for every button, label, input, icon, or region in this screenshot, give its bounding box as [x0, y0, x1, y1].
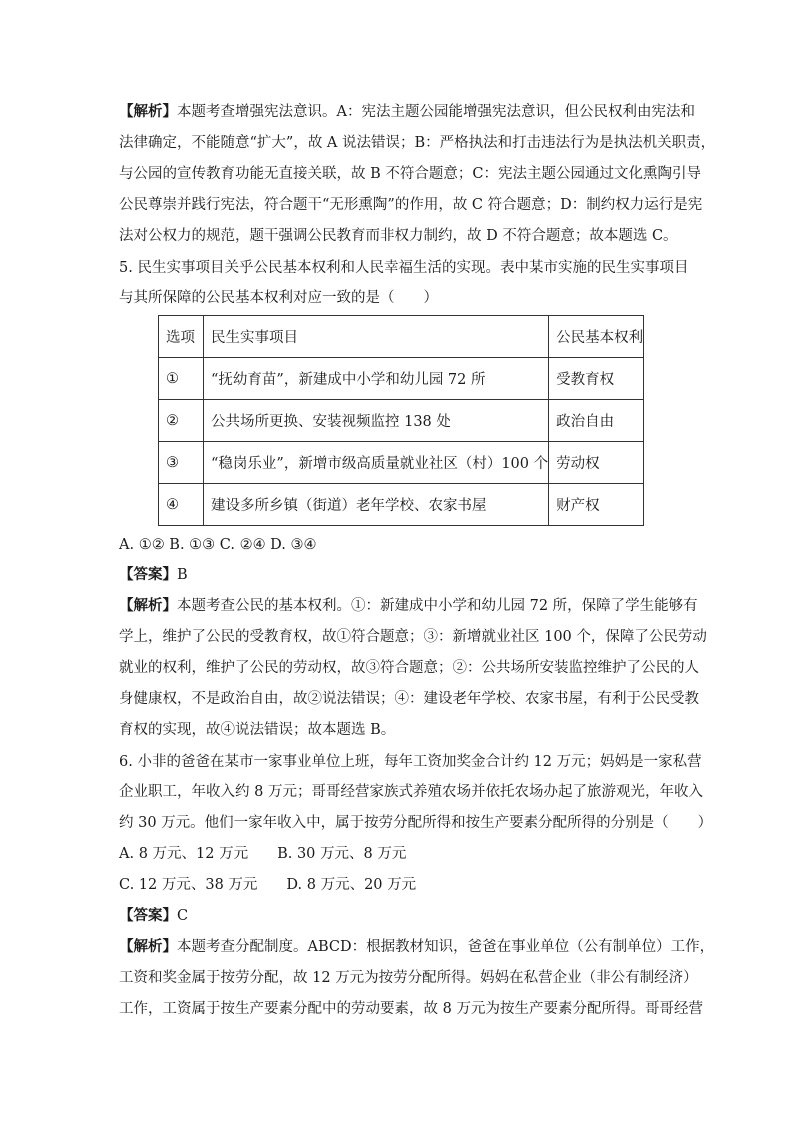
cell-option: ① — [159, 358, 204, 400]
q6-answer — [119, 906, 689, 926]
cell-right: 政治自由 — [549, 400, 644, 442]
header-option: 选项 — [159, 316, 204, 358]
table-header-row — [159, 316, 644, 358]
answer-tag: 【答案】 — [119, 907, 177, 924]
q5-analysis-line-5: 育权的实现，故④说法错误；故本题选 B。 — [119, 722, 396, 738]
q5-answer — [119, 565, 689, 585]
cell-project: “抚幼育苗”，新建成中小学和幼儿园 72 所 — [204, 358, 549, 400]
answer-value: B — [177, 567, 188, 583]
q6-analysis-line-1: 【解析】本题考查分配制度。ABCD：根据教材知识，爸爸在事业单位（公有制单位）工作， — [119, 938, 715, 955]
q6-stem-line-3: 约 30 万元。他们一家年收入中，属于按劳分配所得和按生产要素分配所得的分别是（ ） — [119, 815, 713, 831]
q5-analysis-line-4: 身健康权，不是政治自由，故②说法错误；④：建设老年学校、农家书屋，有利于公民受教 — [119, 691, 699, 707]
table-row — [159, 358, 644, 400]
cell-right: 受教育权 — [549, 358, 644, 400]
header-right: 公民基本权利 — [549, 316, 644, 358]
header-project: 民生实事项目 — [204, 316, 549, 358]
q4-analysis-line-3: 与公园的宣传教育功能无直接关联，故 B 不符合题意；C：宪法主题公园通过文化熏陶引导 — [119, 166, 701, 182]
q4-analysis-line-4: 公民尊崇并践行宪法，符合题干“无形熏陶”的作用，故 C 符合题意；D：制约权力运行是宪 — [119, 197, 703, 213]
table-row — [159, 400, 644, 442]
answer-value: C — [177, 908, 189, 924]
q6-analysis-line-2: 工资和奖金属于按劳分配，故 12 万元为按劳分配所得。妈妈在私营企业（非公有制经济） — [119, 970, 698, 986]
q5-analysis-line-1: 【解析】本题考查公民的基本权利。①：新建成中小学和幼儿园 72 所，保障了学生能够有 — [119, 597, 698, 614]
analysis-tag: 【解析】 — [119, 103, 177, 120]
q4-analysis-line-5: 法对公权力的规范，题干强调公民教育而非权力制约，故 D 不符合题意；故本题选 C。 — [119, 228, 678, 244]
cell-project: “稳岗乐业”，新增市级高质量就业社区（村）100 个 — [204, 442, 549, 484]
analysis-tag: 【解析】 — [119, 597, 177, 614]
cell-option: ④ — [159, 484, 204, 526]
q5-analysis-line-2: 学上，维护了公民的受教育权，故①符合题意；③：新增就业社区 100 个，保障了公民劳动 — [119, 629, 707, 645]
table-row — [159, 442, 644, 484]
analysis-tag: 【解析】 — [119, 938, 177, 955]
q5-stem-line-1: 5. 民生实事项目关乎公民基本权利和人民幸福生活的实现。表中某市实施的民生实事项目 — [119, 260, 689, 276]
q4-analysis-line-1: 【解析】本题考查增强宪法意识。A：宪法主题公园能增强宪法意识，但公民权利由宪法和 — [119, 103, 695, 120]
cell-project: 建设多所乡镇（街道）老年学校、农家书屋 — [204, 484, 549, 526]
cell-right: 劳动权 — [549, 442, 644, 484]
q5-options: A. ①② B. ①③ C. ②④ D. ③④ — [119, 537, 317, 553]
table-row — [159, 484, 644, 526]
rights-table — [158, 315, 644, 526]
q6-analysis-line-3: 工作，工资属于按生产要素分配中的劳动要素，故 8 万元为按生产要素分配所得。哥哥经营 — [119, 1001, 703, 1017]
cell-option: ② — [159, 400, 204, 442]
answer-tag: 【答案】 — [119, 566, 177, 583]
cell-option: ③ — [159, 442, 204, 484]
q5-analysis-line-3: 就业的权利，维护了公民的劳动权，故③符合题意；②：公共场所安装监控维护了公民的人 — [119, 660, 699, 676]
cell-project: 公共场所更换、安装视频监控 138 处 — [204, 400, 549, 442]
q6-stem-line-1: 6. 小非的爸爸在某市一家事业单位上班，每年工资加奖金合计约 12 万元；妈妈是一家私营 — [119, 754, 702, 770]
q6-options-line-2: C. 12 万元、38 万元 D. 8 万元、20 万元 — [119, 877, 417, 893]
q5-stem-line-2: 与其所保障的公民基本权利对应一致的是（ ） — [119, 290, 438, 306]
cell-right: 财产权 — [549, 484, 644, 526]
q4-analysis-line-2: 法律确定，不能随意“扩大”，故 A 说法错误；B：严格执法和打击违法行为是执法机关职责， — [119, 135, 716, 151]
q6-options-line-1: A. 8 万元、12 万元 B. 30 万元、8 万元 — [119, 846, 407, 862]
q6-stem-line-2: 企业职工，年收入约 8 万元；哥哥经营家族式养殖农场并依托农场办起了旅游观光，年收入 — [119, 784, 703, 800]
